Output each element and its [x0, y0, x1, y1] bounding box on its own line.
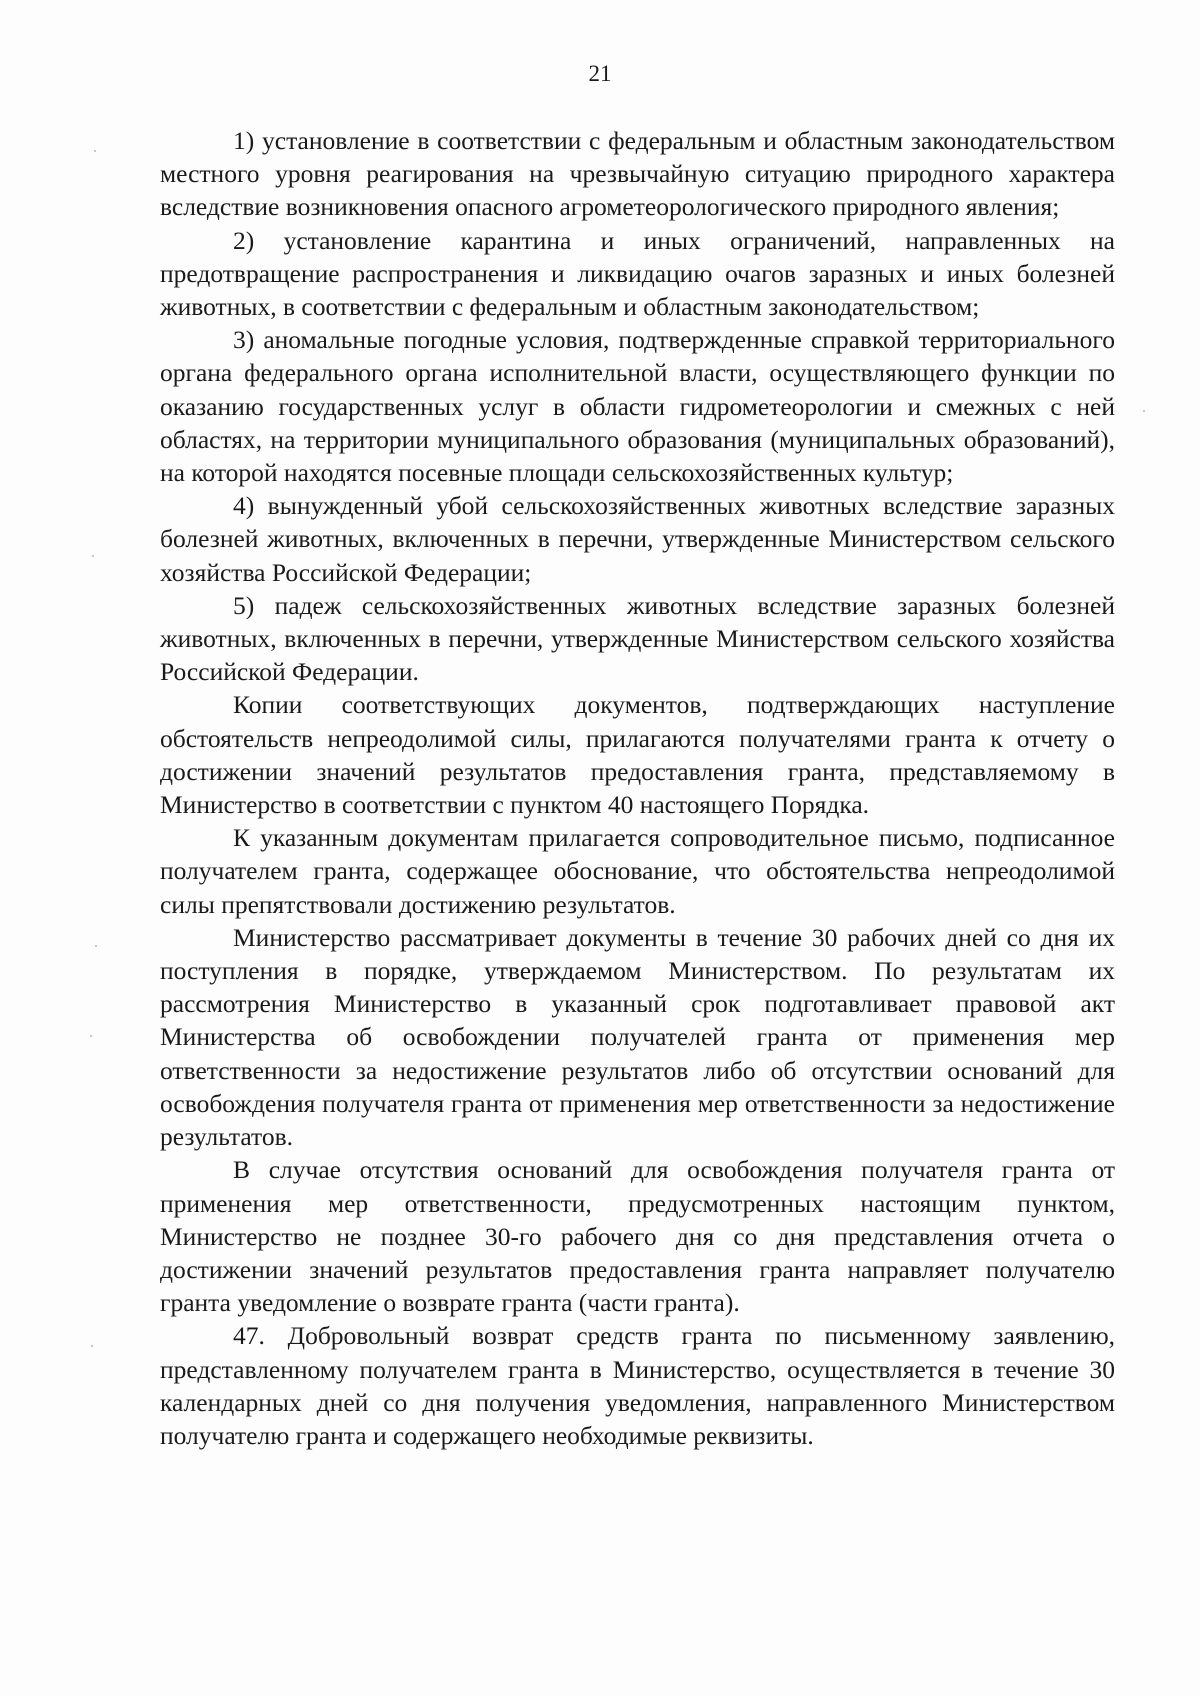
scan-speck — [94, 150, 96, 152]
page-number: 21 — [588, 61, 612, 86]
paragraph-ministry-review: Министерство рассматривает документы в течение 30 рабочих дней со дня их поступления в порядке, утверждаемом Министерством. По результатам их рассмотрения Министерство в указанный срок подготавливает правовой акт Министерства об освобождении получателей гранта от применения мер ответственности за недостижение результатов либо об отсутствии оснований для освобождения получателя гранта от применения мер ответственности за недостижение результатов. — [160, 922, 1115, 1152]
paragraph-cover-letter: К указанным документам прилагается сопроводительное письмо, подписанное получателем гранта, содержащее обоснование, что обстоятельства непреодолимой силы препятствовали достижению результатов. — [160, 823, 1115, 919]
paragraph-return-notice: В случае отсутствия оснований для освобождения получателя гранта от применения мер ответственности, предусмотренных настоящим пунктом, Министерство не позднее 30-го рабочего дня со дня представления отчета о достижении значений результатов предоставления гранта направляет получателю гранта уведомление о возврате гранта (части гранта). — [160, 1155, 1115, 1318]
document-body — [160, 124, 1115, 1452]
paragraph-item-5: 5) падеж сельскохозяйственных животных вследствие заразных болезней животных, включенных в перечни, утвержденные Министерством сельского хозяйства Российской Федерации. — [160, 590, 1115, 687]
paragraph-item-1: 1) установление в соответствии с федеральным и областным законодательством местного уровня реагирования на чрезвычайную ситуацию природного характера вследствие возникновения опасного агрометеорологического природного явления; — [160, 126, 1115, 222]
paragraph-item-3: 3) аномальные погодные условия, подтвержденные справкой территориального органа федерального органа исполнительной власти, осуществляющего функции по оказанию государственных услуг в области гидрометеорологии и смежных с ней областях, на территории муниципального образования (муниципальных образований), на которой находятся посевные площади сельскохозяйственных культур; — [160, 325, 1115, 488]
paragraph-item-2: 2) установление карантина и иных ограничений, направленных на предотвращение распространения и ликвидацию очагов заразных и иных болезней животных, в соответствии с федеральным и областным законодательством; — [160, 225, 1115, 322]
scan-speck — [95, 945, 97, 947]
paragraph-copies-of-documents: Копии соответствующих документов, подтверждающих наступление обстоятельств непреодолимой силы, прилагаются получателями гранта к отчету о достижении значений результатов предоставления гранта, представляемому в Министерство в соответствии с пунктом 40 настоящего Порядка. — [160, 690, 1115, 820]
scan-speck — [90, 1035, 92, 1037]
scan-speck — [1143, 410, 1145, 412]
paragraph-item-4: 4) вынужденный убой сельскохозяйственных животных вследствие заразных болезней животных, включенных в перечни, утвержденные Министерством сельского хозяйства Российской Федерации; — [160, 491, 1115, 587]
scan-speck — [92, 555, 94, 557]
scan-speck — [91, 1345, 93, 1347]
paragraph-47-voluntary-return: 47. Добровольный возврат средств гранта по письменному заявлению, представленному получателем гранта в Министерство, осуществляется в течение 30 календарных дней со дня получения уведомления, направленного Министерством получателю гранта и содержащего необходимые реквизиты. — [160, 1321, 1115, 1450]
